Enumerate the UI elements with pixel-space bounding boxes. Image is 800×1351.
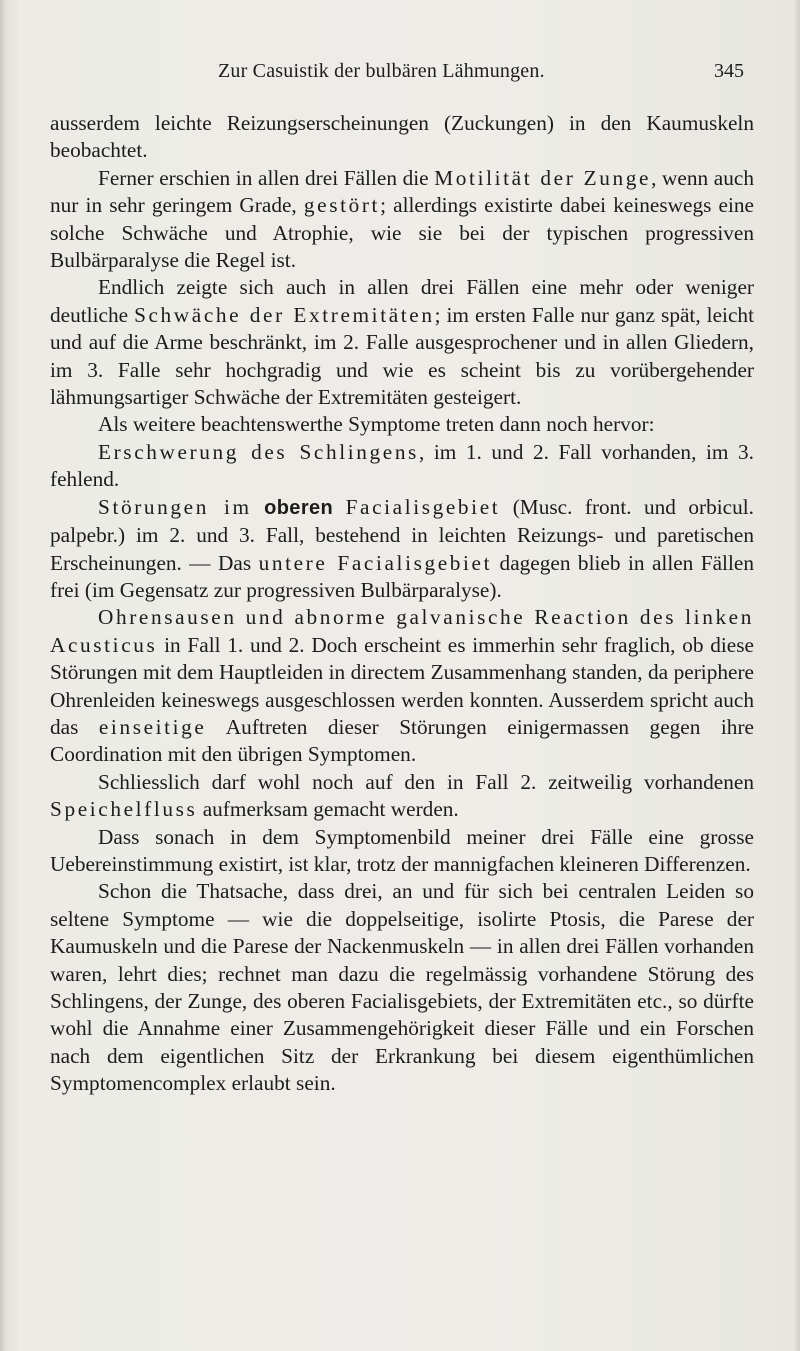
paragraph: [50, 274, 754, 411]
spaced-emphasis: untere Facialisgebiet: [258, 550, 493, 575]
spaced-emphasis: Motilität der Zunge: [434, 165, 652, 190]
spaced-emphasis: Schwäche der Extremitäten: [134, 302, 435, 327]
text-run: Schliesslich darf wohl noch auf den in Fall 2. zeitweilig vorhandenen: [98, 769, 754, 794]
paragraph: [50, 494, 754, 605]
paragraph: [50, 824, 754, 879]
paragraph: [50, 411, 754, 438]
spaced-emphasis: Ohrensausen und abnorme galvanische Reaction des linken Acusticus: [50, 605, 754, 657]
page-header: [48, 60, 748, 88]
text-run: ; im ersten Falle nur ganz spät, leicht und auf die Arme beschränkt, im 2. Falle ausgesprochener und in allen Gliedern, im 3. Falle sehr hochgradig und wie es scheint bis zu vorübergehender lähmungsartiger Schwäche der Extremitäten gesteigert.: [50, 302, 754, 410]
text-run: ausserdem leichte Reizungserscheinungen (Zuckungen) in den Kaumuskeln beobachtet.: [50, 111, 754, 163]
paragraph: [50, 165, 754, 275]
text-run: (Musc. front. und orbicul. palpebr.) im 2. und 3. Fall, bestehend in leichten Reizungs- und paretischen Erscheinungen. — Das: [50, 494, 755, 575]
spaced-emphasis: Erschwerung des Schlingens: [98, 439, 419, 464]
text-run: in Fall 1. und 2. Doch erscheint es immerhin sehr fraglich, ob diese Störungen mit dem Hauptleiden in directem Zusammenhang standen, da periphere Ohrenleiden keineswegs ausgeschlossen werden konnten. Ausserdem spricht auch das: [50, 632, 754, 739]
page-edge-right: [794, 0, 800, 1351]
running-title: Zur Casuistik der bulbären Lähmungen.: [218, 60, 545, 82]
text-run: Schon die Thatsache, dass drei, an und für sich bei centralen Leiden so seltene Symptome — wie die doppelseitige, isolirte Ptosis, die Parese der Kaumuskeln und die Parese der Nackenmuskeln — in allen drei Fällen vorhanden waren, lehrt dies; rechnet man dazu die regelmässig vorhandene Störung des Schlingens, der Zunge, des oberen Facialisgebiets, der Extremitäten etc., so dürfte wohl die Annahme einer Zusammengehörigkeit dieser Fälle und ein Forschen nach dem eigentlichen Sitz der Erkrankung bei diesem eigenthümlichen Symptomencomplex erlaubt sein.: [50, 879, 754, 1096]
text-run: Dass sonach in dem Symptomenbild meiner drei Fälle eine grosse Uebereinstimmung existirt, ist klar, trotz der mannigfachen kleineren Differenzen.: [50, 824, 754, 876]
spaced-emphasis: Speichelfluss: [50, 797, 198, 822]
text-run: Endlich zeigte sich auch in allen drei Fällen eine mehr oder weniger deutliche: [50, 275, 754, 327]
text-run: Auftreten dieser Störungen einigermassen gegen ihre Coordination mit den übrigen Symptomen.: [50, 714, 754, 767]
spaced-emphasis: Störungen im: [98, 494, 252, 519]
paragraph: [50, 110, 754, 165]
body-text: [50, 110, 754, 1098]
paragraph: [50, 769, 754, 824]
spaced-emphasis: gestört: [303, 193, 381, 218]
text-run: aufmerksam gemacht werden.: [197, 797, 459, 822]
page-number: 345: [714, 60, 744, 82]
text-run: , im 1. und 2. Fall vorhanden, im 3. fehlend.: [50, 439, 754, 492]
text-run: Als weitere beachtenswerthe Symptome treten dann noch hervor:: [98, 412, 655, 437]
paragraph: [50, 439, 754, 494]
spaced-emphasis: Facialisgebiet: [345, 494, 501, 519]
page-edge-left: [0, 0, 6, 1351]
text-run: Ferner erschien in allen drei Fällen die: [98, 165, 435, 190]
text-run: ; allerdings existirte dabei keineswegs eine solche Schwäche und Atrophie, wie sie bei der typischen progressiven Bulbärparalyse die Regel ist.: [50, 193, 754, 273]
bold-emphasis: oberen: [264, 496, 334, 519]
spaced-emphasis: einseitige: [98, 714, 207, 739]
paragraph: [50, 604, 754, 768]
text-run: , wenn auch nur in sehr geringem Grade,: [50, 165, 754, 218]
paragraph: [50, 878, 754, 1097]
text-run: dagegen blieb in allen Fällen frei (im Gegensatz zur progressiven Bulbärparalyse).: [50, 550, 754, 602]
